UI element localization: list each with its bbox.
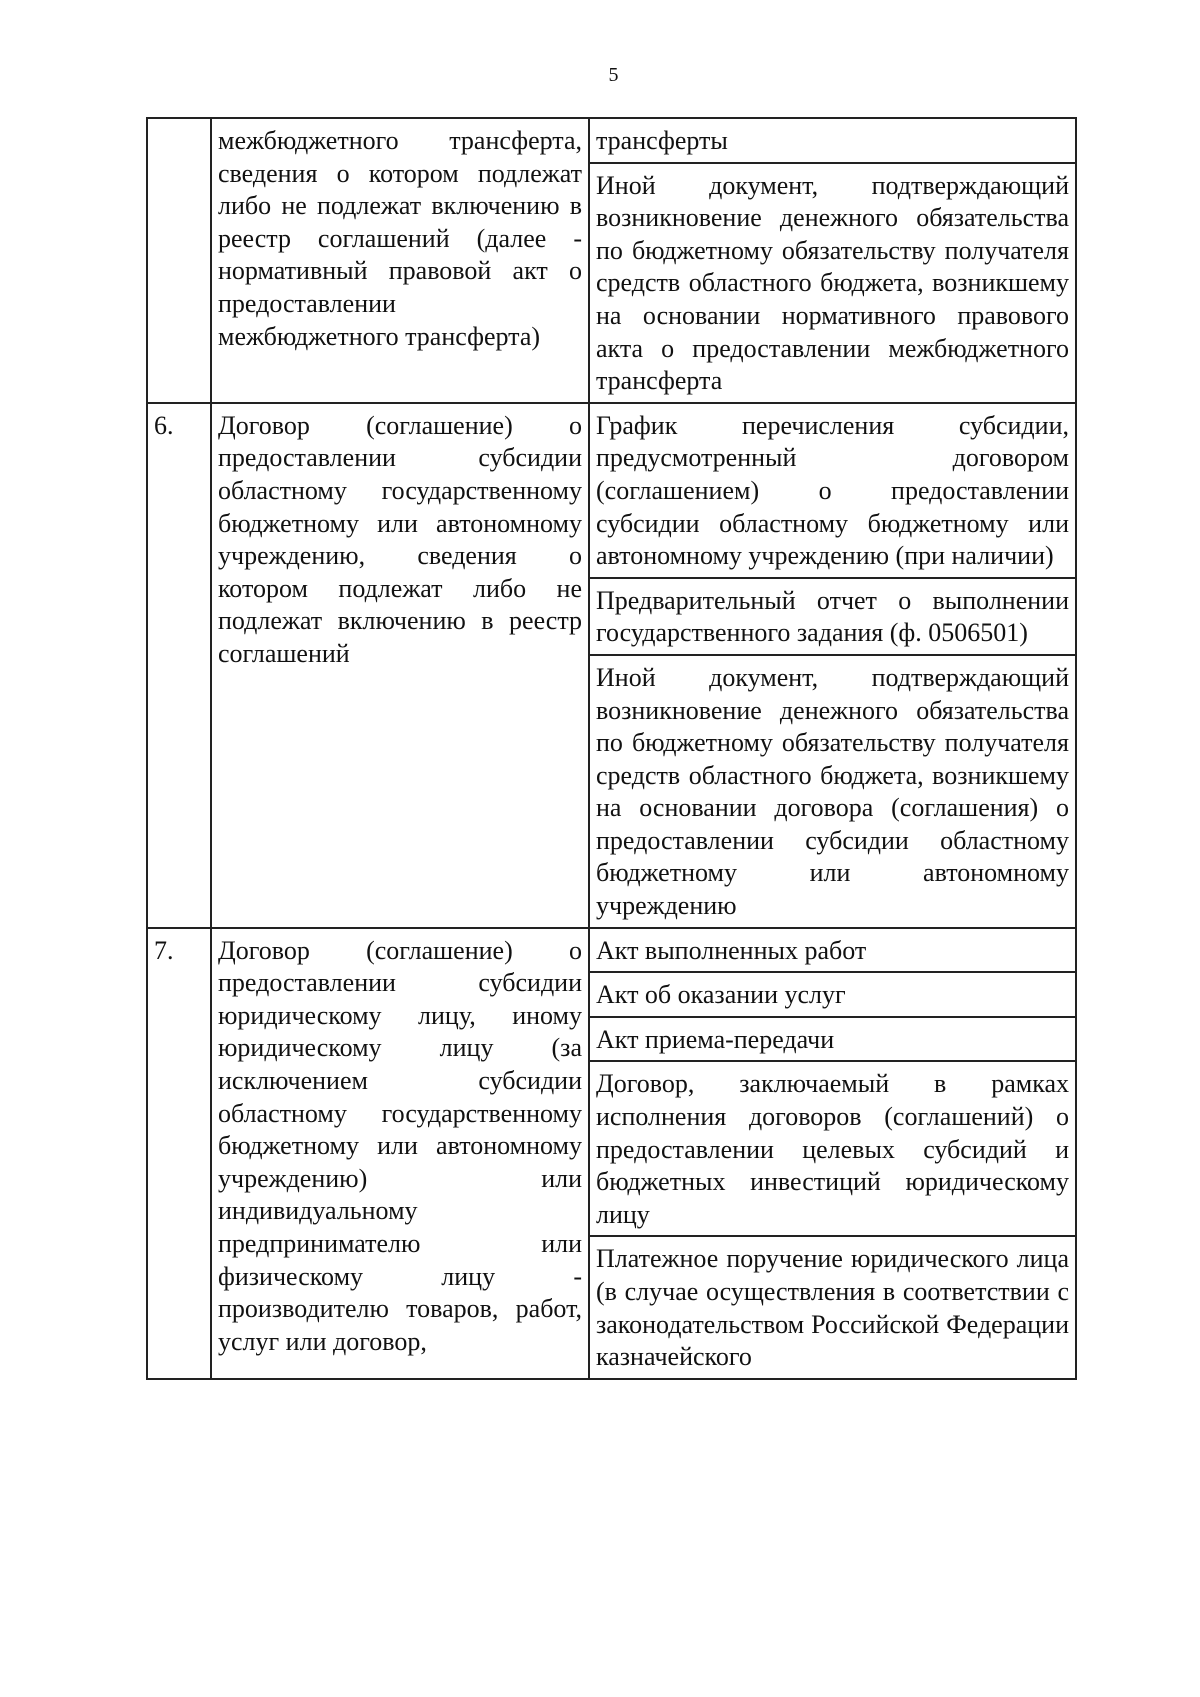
document-name-cell: Договор (соглашение) о предоставлении субсидии областному государственному бюджетному или автономному учреждению, сведения о котором подлежат либо не подлежат включению в реестр соглашений — [211, 403, 589, 928]
confirming-document-cell: Платежное поручение юридического лица (в случае осуществления в соответствии с законодательством Российской Федерации казначейского — [589, 1236, 1076, 1378]
confirming-document-cell: трансферты — [589, 118, 1076, 163]
confirming-document-cell: График перечисления субсидии, предусмотренный договором (соглашением) о предоставлении субсидии областному бюджетному или автономному учреждению (при наличии) — [589, 403, 1076, 578]
confirming-document-cell: Акт об оказании услуг — [589, 972, 1076, 1017]
confirming-document-cell: Акт выполненных работ — [589, 928, 1076, 973]
table-row — [147, 928, 1076, 973]
table-row — [147, 118, 1076, 163]
confirming-document-cell: Акт приема-передачи — [589, 1017, 1076, 1062]
table-row — [147, 403, 1076, 578]
page-number: 5 — [608, 64, 619, 86]
confirming-document-cell: Иной документ, подтверждающий возникновение денежного обязательства по бюджетному обязательству получателя средств областного бюджета, возникшему на основании договора (соглашения) о предоставлении субсидии областному бюджетному или автономному учреждению — [589, 655, 1076, 928]
row-number — [147, 118, 211, 403]
document-name-cell: Договор (соглашение) о предоставлении субсидии юридическому лицу, иному юридическому лицу (за исключением субсидии областному государственному бюджетному или автономному учреждению) или индивидуальному предпринимателю или физическому лицу - производителю товаров, работ, услуг или договор, — [211, 928, 589, 1379]
confirming-document-cell: Иной документ, подтверждающий возникновение денежного обязательства по бюджетному обязательству получателя средств областного бюджета, возникшему на основании нормативного правового акта о предоставлении межбюджетного трансферта — [589, 163, 1076, 403]
document-name-cell: межбюджетного трансферта, сведения о котором подлежат либо не подлежат включению в реестр соглашений (далее - нормативный правовой акт о предоставлении межбюджетного трансферта) — [211, 118, 589, 403]
confirming-document-cell: Договор, заключаемый в рамках исполнения договоров (соглашений) о предоставлении целевых субсидий и бюджетных инвестиций юридическому лицу — [589, 1061, 1076, 1236]
documents-table — [146, 117, 1077, 1380]
confirming-document-cell: Предварительный отчет о выполнении государственного задания (ф. 0506501) — [589, 578, 1076, 655]
row-number: 7. — [147, 928, 211, 1379]
row-number: 6. — [147, 403, 211, 928]
